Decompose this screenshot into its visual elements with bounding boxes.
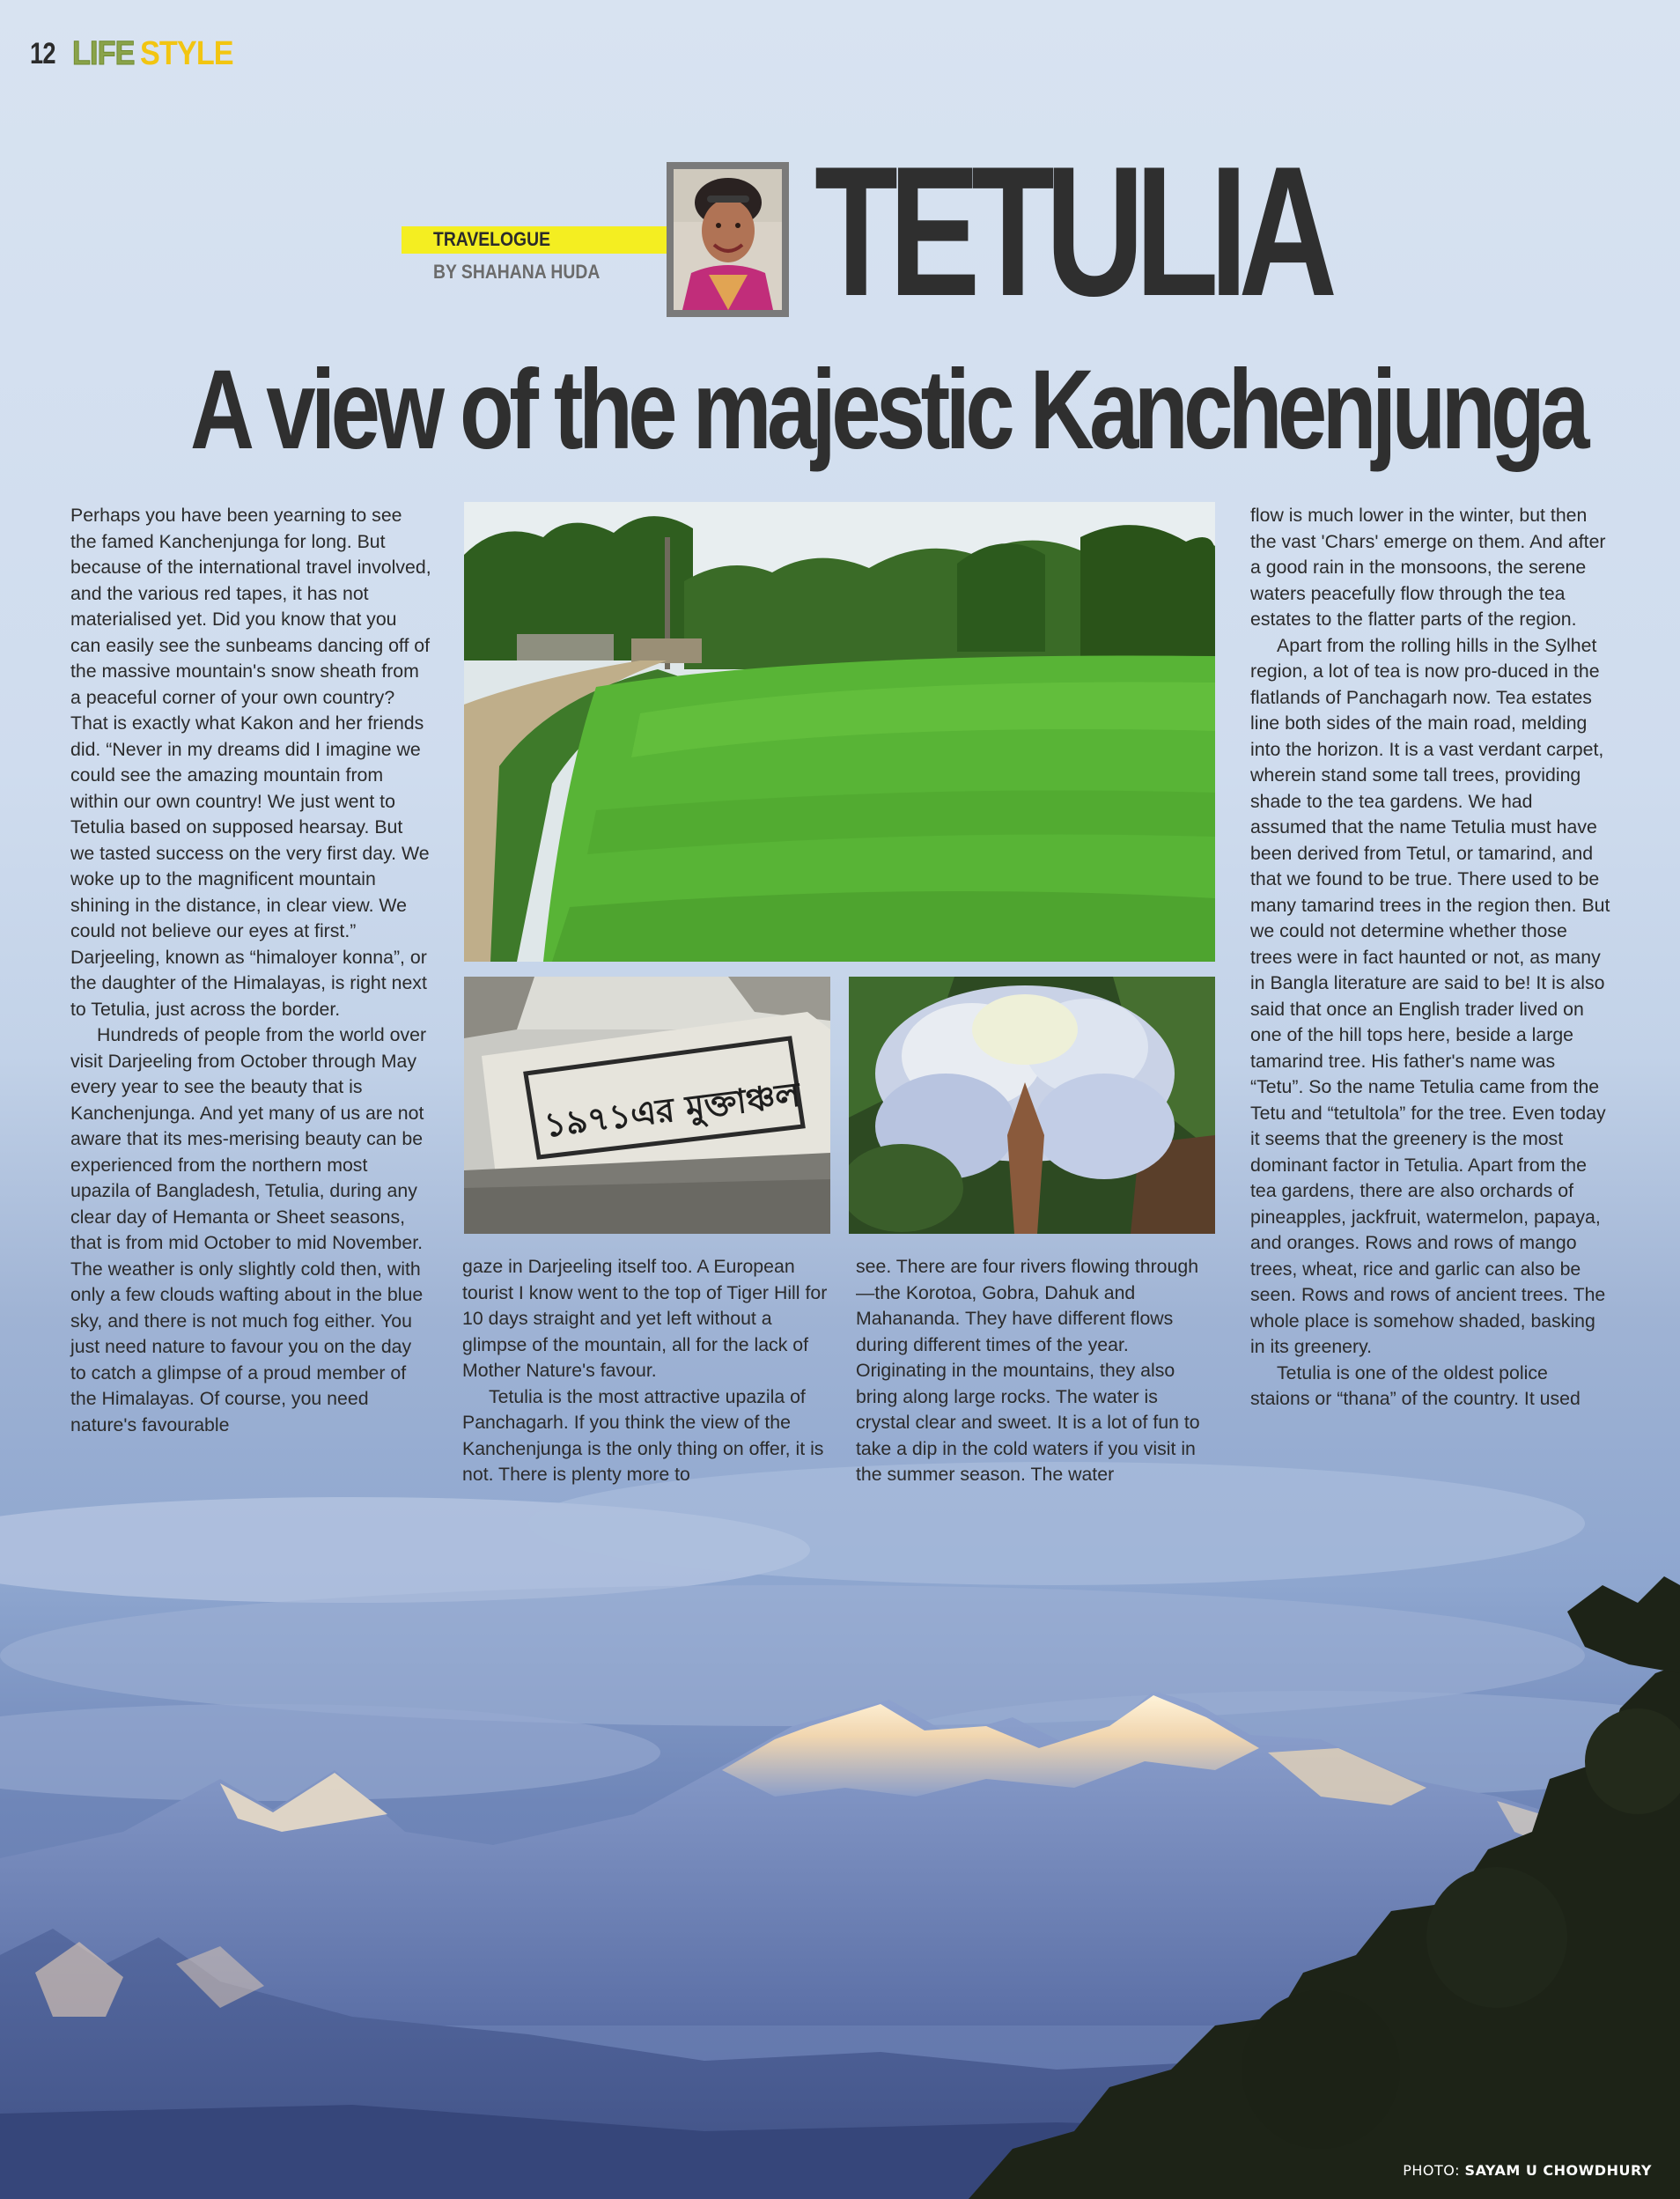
section-logo-life: LIFE bbox=[72, 34, 135, 72]
section-logo bbox=[72, 35, 244, 73]
rice-field-photo bbox=[464, 502, 1215, 962]
article-headline: A view of the majestic Kanchenjunga bbox=[190, 347, 1585, 473]
page-header bbox=[30, 32, 244, 76]
hydrangea-image bbox=[849, 977, 1215, 1234]
article-column-3 bbox=[856, 1254, 1208, 1488]
paragraph: flow is much lower in the winter, but then the vast 'Chars' emerge on them. And after a good rain in the monsoons, the serene waters peacefully flow through the tea estates to the flatter parts of the region. bbox=[1250, 505, 1606, 630]
sign-board-image bbox=[464, 977, 830, 1234]
article-column-4 bbox=[1250, 503, 1611, 1413]
rice-field-image bbox=[464, 502, 1215, 962]
article-column-2 bbox=[462, 1254, 832, 1488]
section-logo-style: STYLE bbox=[140, 34, 234, 72]
hydrangea-photo bbox=[849, 977, 1215, 1234]
sign-text: ১৯৭১এর মুক্তাঞ্চল bbox=[542, 1074, 803, 1145]
article-column-1 bbox=[70, 503, 431, 1438]
author-portrait-image bbox=[674, 169, 782, 310]
photo-credit-name: SAYAM U CHOWDHURY bbox=[1464, 2162, 1652, 2179]
paragraph: Tetulia is one of the oldest police staions or “thana” of the country. It used bbox=[1250, 1361, 1581, 1409]
kicker-label: TRAVELOGUE bbox=[433, 228, 551, 250]
byline: BY SHAHANA HUDA bbox=[433, 261, 601, 283]
photo-credit-label: PHOTO: bbox=[1403, 2162, 1460, 2179]
paragraph: Apart from the rolling hills in the Sylhet region, a lot of tea is now pro-duced in the flatlands of Panchagarh now. Tea estates line both sides of the main road, melding into the horizon. It is a vast verdant carpet, wherein stand some tall trees, providing shade to the tea gardens. We had assumed that the name Tetulia must have been derived from Tetul, or tamarind, and that we found to be true. There used to be many tamarind trees in the region then. But we could not determine whether those trees were in fact haunted or not, as many in Bangla literature are said to be! It is also said that once an English trader lived on one of the hill tops here, beside a large tamarind tree. His father's name was “Tetu”. So the name Tetulia came from the Tetu and “tetultola” for the tree. Even today it seems that the greenery is the most dominant factor in Tetulia. Apart from the tea gardens, there are also orchards of pineapples, jackfruit, watermelon, papaya, and oranges. Rows and rows of mango trees, wheat, rice and garlic can also be seen. Rows and rows of ancient trees. The whole place is somehow shaded, basking in its greenery. bbox=[1250, 634, 1610, 1357]
paragraph: see. There are four rivers flowing through—the Korotoa, Gobra, Dahuk and Mahananda. They have different flows during different times of the year. Originating in the mountains, they also bring along large rocks. The water is crystal clear and sweet. It is a lot of fun to take a dip in the cold waters if you visit in the summer season. The water bbox=[856, 1256, 1200, 1485]
liberated-zone-sign-photo bbox=[464, 977, 830, 1234]
author-photo bbox=[667, 162, 789, 317]
page-number: 12 bbox=[30, 36, 55, 70]
paragraph: Tetulia is the most attractive upazila of Panchagarh. If you think the view of the Kanchenjunga is the only thing on offer, it is not. There is plenty more to bbox=[462, 1385, 824, 1485]
paragraph: Hundreds of people from the world over visit Darjeeling from October through May every year to see the beauty that is Kanchenjunga. And yet many of us are not aware that its mes-merising beauty can be experienced from the northern most upazila of Bangladesh, Tetulia, during any clear day of Hemanta or Sheet seasons, that is from mid October to mid November. The weather is only slightly cold then, with only a few clouds wafting about in the blue sky, and there is not much fog either. You just need nature to favour you on the day to catch a glimpse of a proud member of the Himalayas. Of course, you need nature's favourable bbox=[70, 1024, 427, 1435]
photo-credit bbox=[1403, 2162, 1652, 2179]
paragraph: gaze in Darjeeling itself too. A European tourist I know went to the top of Tiger Hill for 10 days straight and yet left without a glimpse of the mountain, all for the lack of Mother Nature's favour. bbox=[462, 1256, 828, 1381]
paragraph: Perhaps you have been yearning to see the famed Kanchenjunga for long. But because of the international travel involved, and the various red tapes, it has not materialised yet. Did you know that you can easily see the sunbeams dancing off of the massive mountain's snow sheath from a peaceful corner of your own country? That is exactly what Kakon and her friends did. “Never in my dreams did I imagine we could see the amazing mountain from within our own country! We just went to Tetulia based on supposed hearsay. But we tasted success on the very first day. We woke up to the magnificent mountain shining in the distance, in clear view. We could not believe our eyes at first.” Darjeeling, known as “himaloyer konna”, or the daughter of the Himalayas, is right next to Tetulia, just across the border. bbox=[70, 505, 431, 1020]
article-title: TETULIA bbox=[814, 128, 1329, 335]
